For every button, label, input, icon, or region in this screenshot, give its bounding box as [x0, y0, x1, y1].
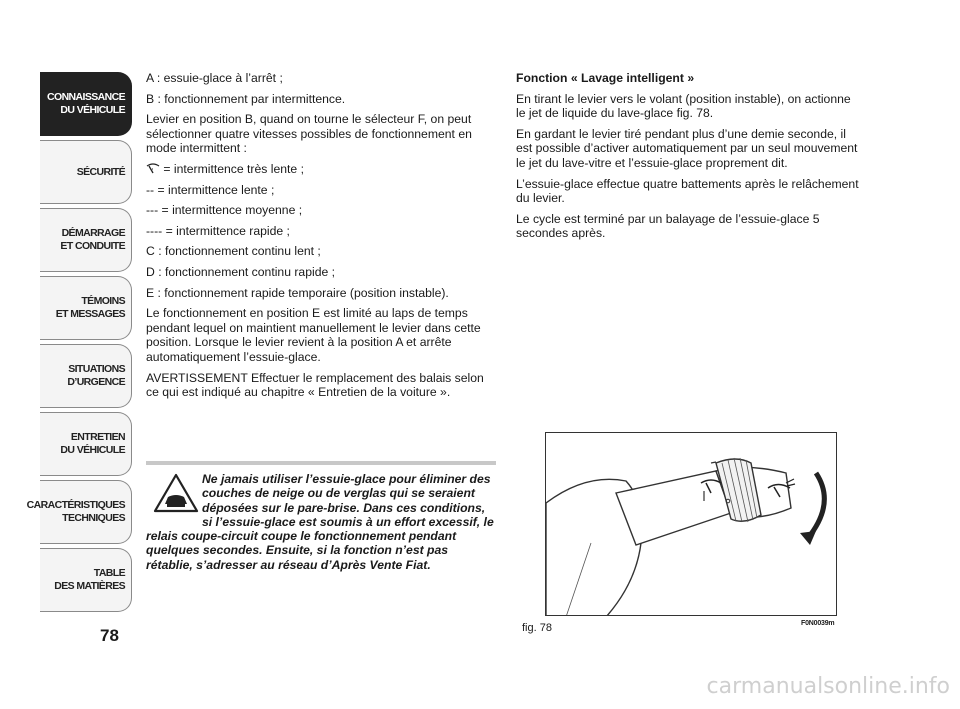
paragraph: B : fonctionnement par intermittence. [146, 91, 346, 106]
right-column [516, 71, 861, 247]
tab-table-des-matieres[interactable]: TABLE DES MATIÈRES [40, 548, 132, 612]
tab-connaissance-du-vehicule[interactable]: CONNAISSANCE DU VÉHICULE [40, 72, 132, 136]
paragraph: E : fonctionnement rapide temporaire (position instable). [146, 285, 449, 300]
paragraph: C : fonctionnement continu lent ; [146, 244, 321, 259]
paragraph: A : essuie-glace à l’arrêt ; [146, 71, 283, 85]
paragraph: --- = intermittence moyenne ; [146, 203, 303, 218]
paragraph: -- = intermittence lente ; [146, 182, 275, 197]
tab-temoins-et-messages[interactable]: TÉMOINS ET MESSAGES [40, 276, 132, 340]
tab-situations-d-urgence[interactable]: SITUATIONS D’URGENCE [40, 344, 132, 408]
tab-caracteristiques-techniques[interactable]: CARACTÉRISTIQUES TECHNIQUES [40, 480, 132, 544]
paragraph: Le fonctionnement en position E est limité au laps de temps pendant lequel on maintient manuellement le levier dans cette position. Lorsque le levier revient à la position A et arrête automatiquement l’essuie-glace. [146, 306, 481, 364]
wiper-lever-illustration [546, 433, 837, 616]
figure-wiper-lever [545, 432, 837, 616]
paragraph: ---- = intermittence rapide ; [146, 223, 290, 238]
paragraph: Levier en position B, quand on tourne le sélecteur F, on peut sélectionner quatre vitesses possibles de fonctionnement en mode intermittent : [146, 112, 472, 156]
paragraph: L’essuie-glace effectue quatre battements après le relâchement du levier. [516, 176, 859, 206]
left-column [146, 71, 496, 406]
tab-securite[interactable]: SÉCURITÉ [40, 140, 132, 204]
watermark: carmanualsonline.info [706, 674, 950, 699]
warning-text: Ne jamais utiliser l’essuie-glace pour éliminer des couches de neige ou de verglas qui se seraient déposées sur le pare-brise. Dans ces conditions, si l’essuie-glace est soumis à un effort excessif, le relais coupe-circuit coupe le fonctionnement pendant quelques secondes. Ensuite, si la fonction n’est pas rétablie, s’adresser au réseau d’Après Vente Fiat. [146, 472, 494, 572]
figure-caption: fig. 78 [522, 622, 552, 634]
tab-entretien-du-vehicule[interactable]: ENTRETIEN DU VÉHICULE [40, 412, 132, 476]
figure-code: F0N0039m [801, 620, 835, 627]
paragraph-text: = intermittence très lente ; [163, 161, 304, 176]
paragraph-very-slow [146, 162, 496, 177]
paragraph: AVERTISSEMENT Effectuer le remplacement des balais selon ce qui est indiqué au chapitre « Entretien de la voiture ». [146, 370, 484, 400]
page-number: 78 [100, 626, 119, 645]
paragraph: D : fonctionnement continu rapide ; [146, 264, 336, 279]
wiper-intermittent-icon [146, 163, 160, 174]
warning-divider [146, 461, 496, 465]
tab-demarrage-et-conduite[interactable]: DÉMARRAGE ET CONDUITE [40, 208, 132, 272]
paragraph: En gardant le levier tiré pendant plus d’une demie seconde, il est possible d’activer automatiquement par un seul mouvement le jet du lave-vitre et l’essuie-glace proprement dit. [516, 126, 858, 170]
paragraph: En tirant le levier vers le volant (position instable), on actionne le jet de liquide du lave-glace fig. 78. [516, 91, 851, 121]
section-heading: Fonction « Lavage intelligent » [516, 71, 695, 85]
paragraph: Le cycle est terminé par un balayage de l’essuie-glace 5 secondes après. [516, 211, 820, 241]
